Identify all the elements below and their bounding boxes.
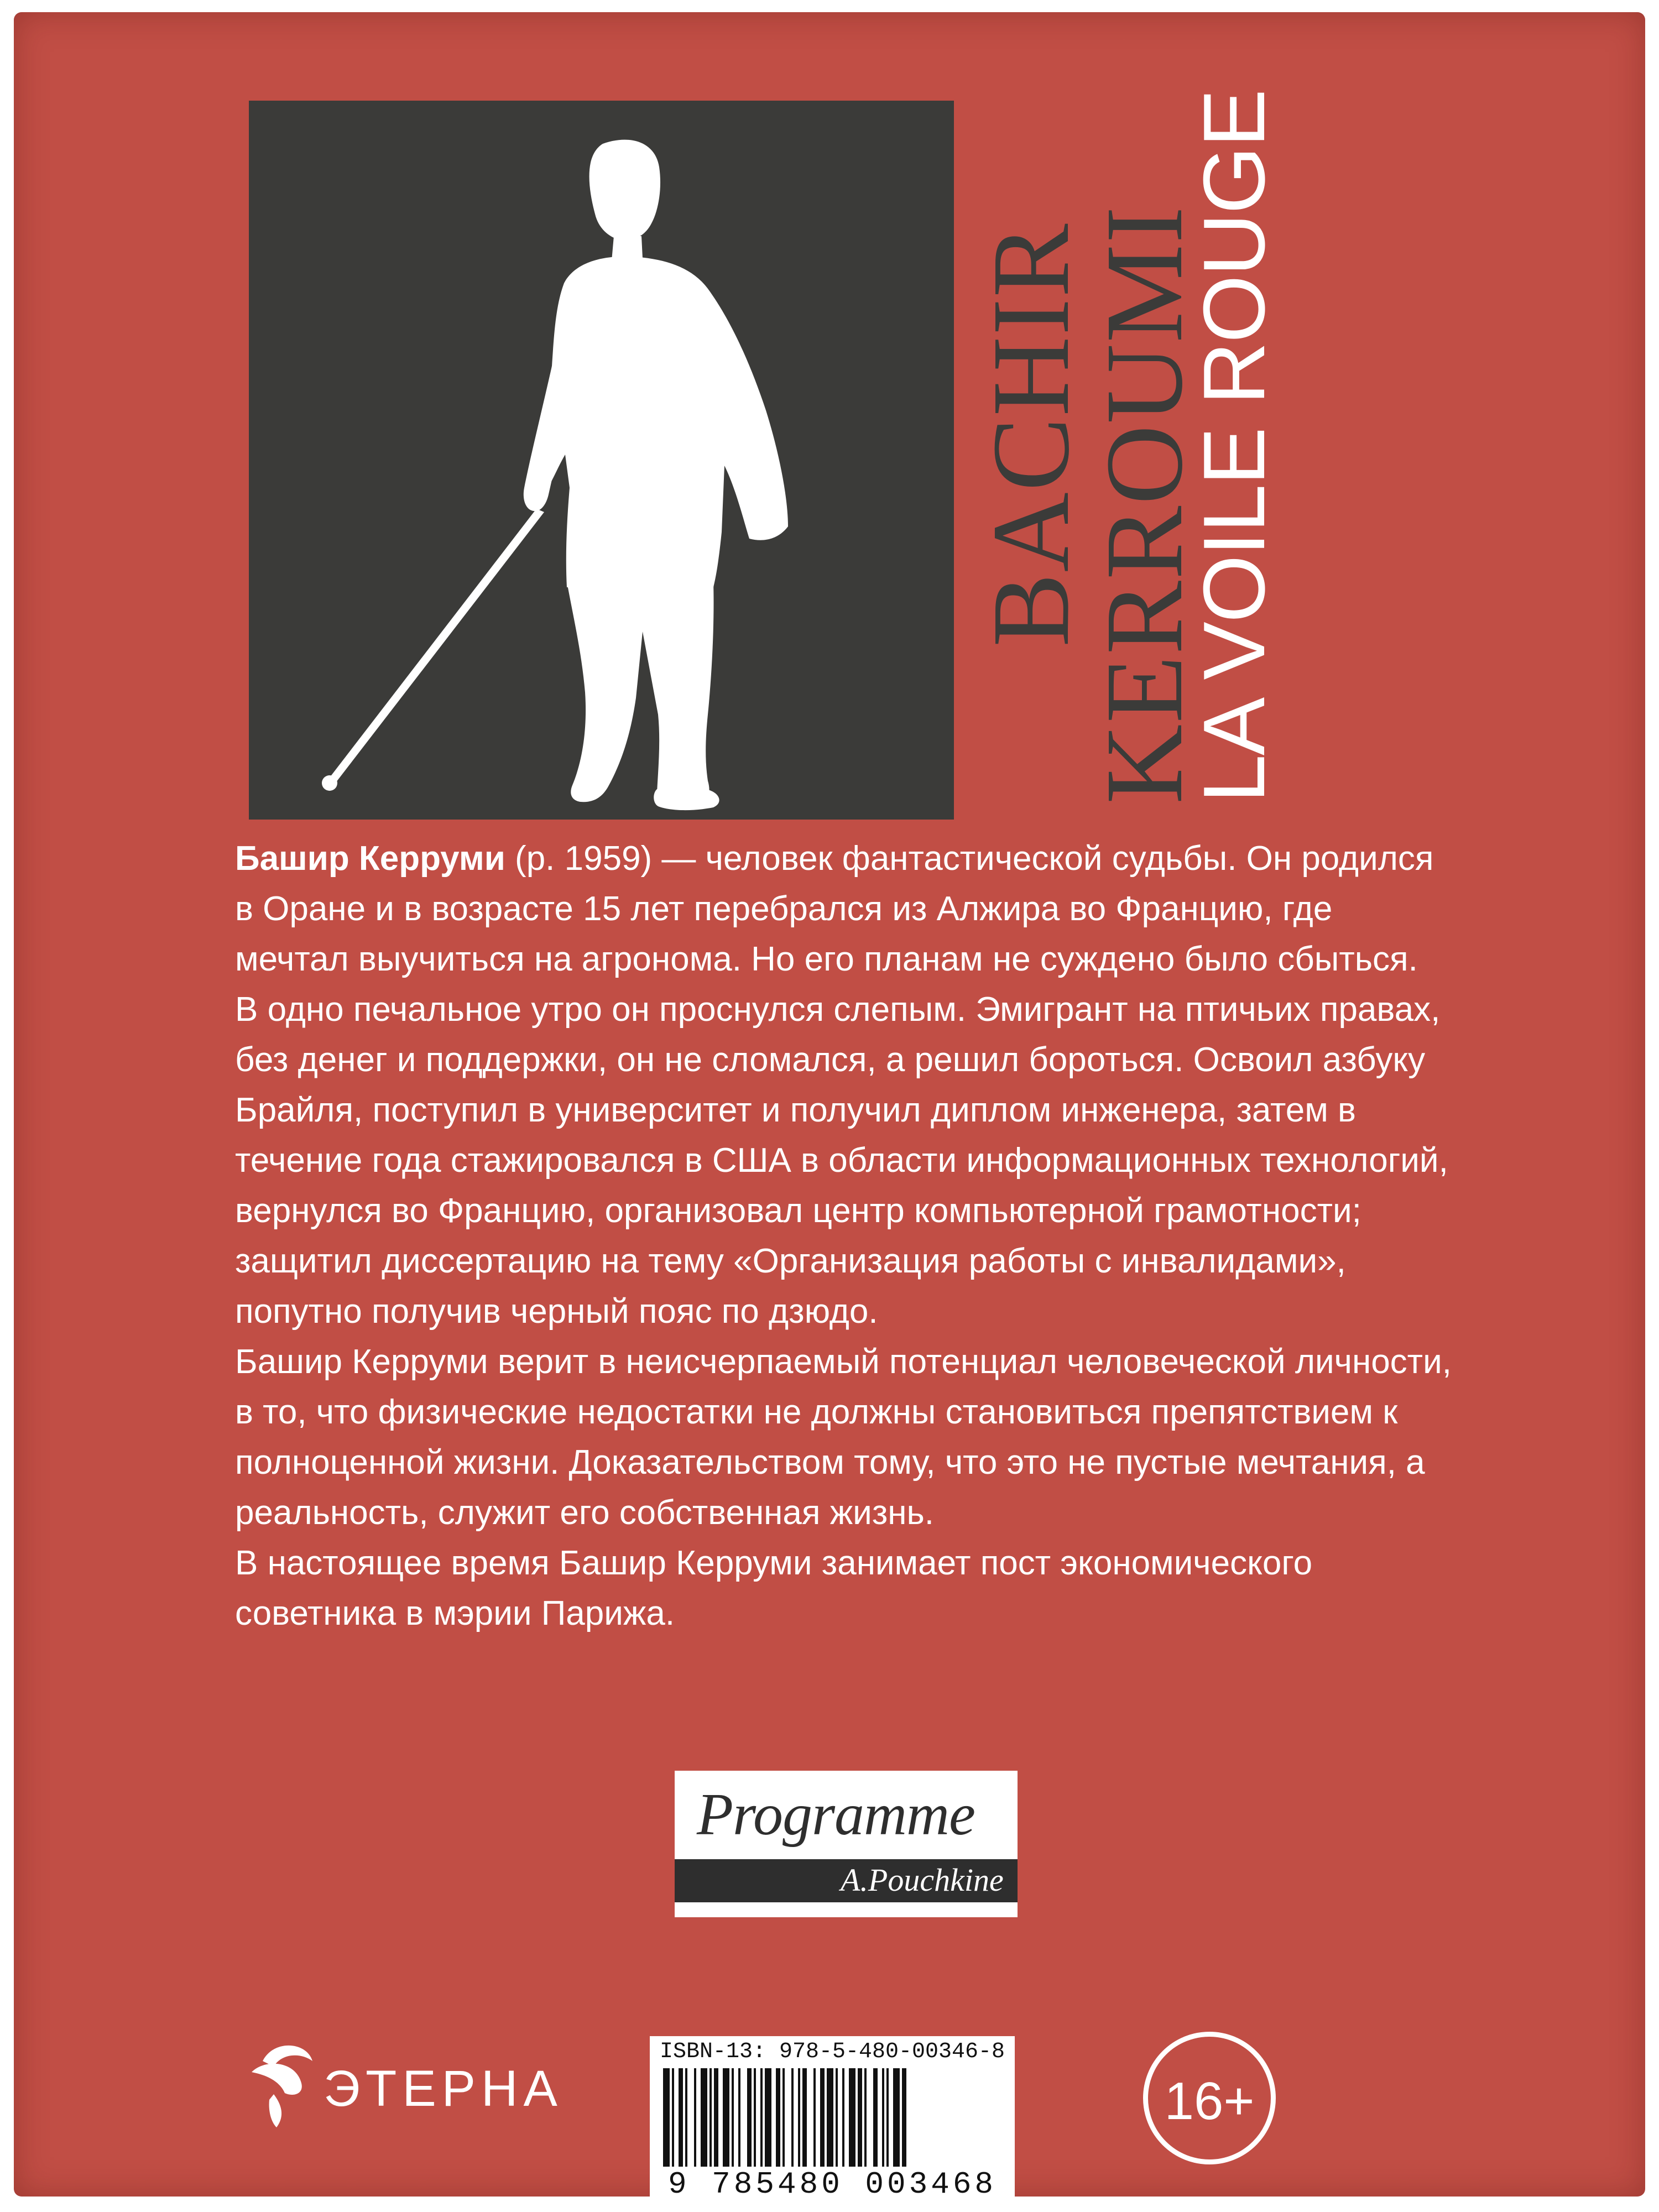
barcode-bar bbox=[732, 2068, 734, 2167]
series-logo bbox=[675, 1771, 1018, 1917]
series-signature: A.Pouchkine bbox=[841, 1862, 1004, 1898]
barcode-bar bbox=[709, 2068, 712, 2167]
barcode-bar bbox=[723, 2068, 729, 2167]
barcode-bar bbox=[701, 2068, 707, 2167]
barcode-bar bbox=[685, 2068, 687, 2167]
author-last-name: KERROUMI bbox=[1083, 205, 1206, 804]
barcode-bar bbox=[873, 2068, 878, 2167]
barcode-digits: 9 785480 003468 bbox=[667, 2167, 997, 2202]
barcode-bar bbox=[864, 2068, 867, 2167]
book-back-cover bbox=[14, 12, 1645, 2202]
barcode-bar bbox=[893, 2068, 900, 2167]
barcode-bar bbox=[886, 2068, 889, 2167]
bio-paragraph-2: В одно печальное утро он проснулся слепым. Эмигрант на птичьих правах, без денег и поддержки, он не сломался, а решил бороться. Освоил азбуку Брайля, поступил в университет и получил диплом инженера, затем в течение года стажировался в США в области информационных технологий, вернулся во Францию, организовал центр компьютерной грамотности; защитил диссертацию на тему «Организация работы с инвалидами», попутно получив черный пояс по дзюдо. bbox=[235, 990, 1448, 1331]
barcode-bar bbox=[663, 2068, 670, 2167]
barcode-bar bbox=[738, 2068, 740, 2167]
barcode-bar bbox=[754, 2068, 756, 2167]
barcode-bar bbox=[782, 2068, 785, 2167]
barcode-bar bbox=[902, 2068, 906, 2167]
barcode-bar bbox=[714, 2068, 718, 2167]
barcode-bar bbox=[760, 2068, 763, 2167]
isbn-label: ISBN-13: 978-5-480-00346-8 bbox=[659, 2039, 1005, 2064]
barcode-bar bbox=[849, 2068, 855, 2167]
barcode-bar bbox=[820, 2068, 825, 2167]
bio-paragraph-3: Башир Керруми верит в неисчерпаемый потенциал человеческой личности, в то, что физические недостатки не должны становиться препятствием к полноценной жизни. Доказательством тому, что это не пустые мечтания, а реальность, служит его собственная жизнь. bbox=[235, 1343, 1452, 1532]
barcode-bar bbox=[747, 2068, 752, 2167]
series-name: Programme bbox=[697, 1782, 975, 1848]
barcode-bars bbox=[661, 2068, 1004, 2167]
barcode-bar bbox=[802, 2068, 807, 2167]
barcode-bar bbox=[694, 2068, 696, 2167]
barcode-bar bbox=[858, 2068, 862, 2167]
age-rating-badge bbox=[1143, 2032, 1276, 2164]
bio-paragraph-1 bbox=[235, 833, 1452, 984]
book-title: LA VOILE ROUGE bbox=[1186, 90, 1283, 803]
author-first-name: BACHIR bbox=[970, 222, 1092, 647]
publisher-name: ЭТЕРНА bbox=[324, 2060, 563, 2117]
bio-paragraph-1-text: (р. 1959) — человек фантастической судьбы. Он родился в Оране и в возрасте 15 лет перебрался из Алжира во Францию, где мечтал выучиться на агронома. Но его планам не суждено было сбыться. bbox=[235, 839, 1434, 978]
author-bio-text bbox=[235, 833, 1452, 1639]
barcode-bar bbox=[827, 2068, 833, 2167]
author-name-bold: Башир Керруми bbox=[235, 839, 505, 878]
barcode-bar bbox=[776, 2068, 780, 2167]
barcode-bar bbox=[791, 2068, 794, 2167]
barcode-bar bbox=[679, 2068, 683, 2167]
cover-photo bbox=[249, 101, 954, 820]
bio-paragraph-4: В настоящее время Башир Керруми занимает пост экономического советника в мэрии Парижа. bbox=[235, 1544, 1313, 1632]
barcode-bar bbox=[798, 2068, 800, 2167]
barcode-bar bbox=[842, 2068, 844, 2167]
blind-man-silhouette-icon bbox=[249, 101, 954, 820]
age-rating: 16+ bbox=[1164, 2072, 1255, 2131]
publisher-swirl-icon bbox=[241, 2028, 318, 2133]
barcode-bar bbox=[813, 2068, 816, 2167]
isbn-barcode bbox=[650, 2036, 1015, 2202]
barcode-bar bbox=[765, 2068, 771, 2167]
barcode-bar bbox=[836, 2068, 838, 2167]
publisher-logo bbox=[241, 2028, 561, 2133]
barcode-bar bbox=[672, 2068, 674, 2167]
barcode-bar bbox=[882, 2068, 884, 2167]
